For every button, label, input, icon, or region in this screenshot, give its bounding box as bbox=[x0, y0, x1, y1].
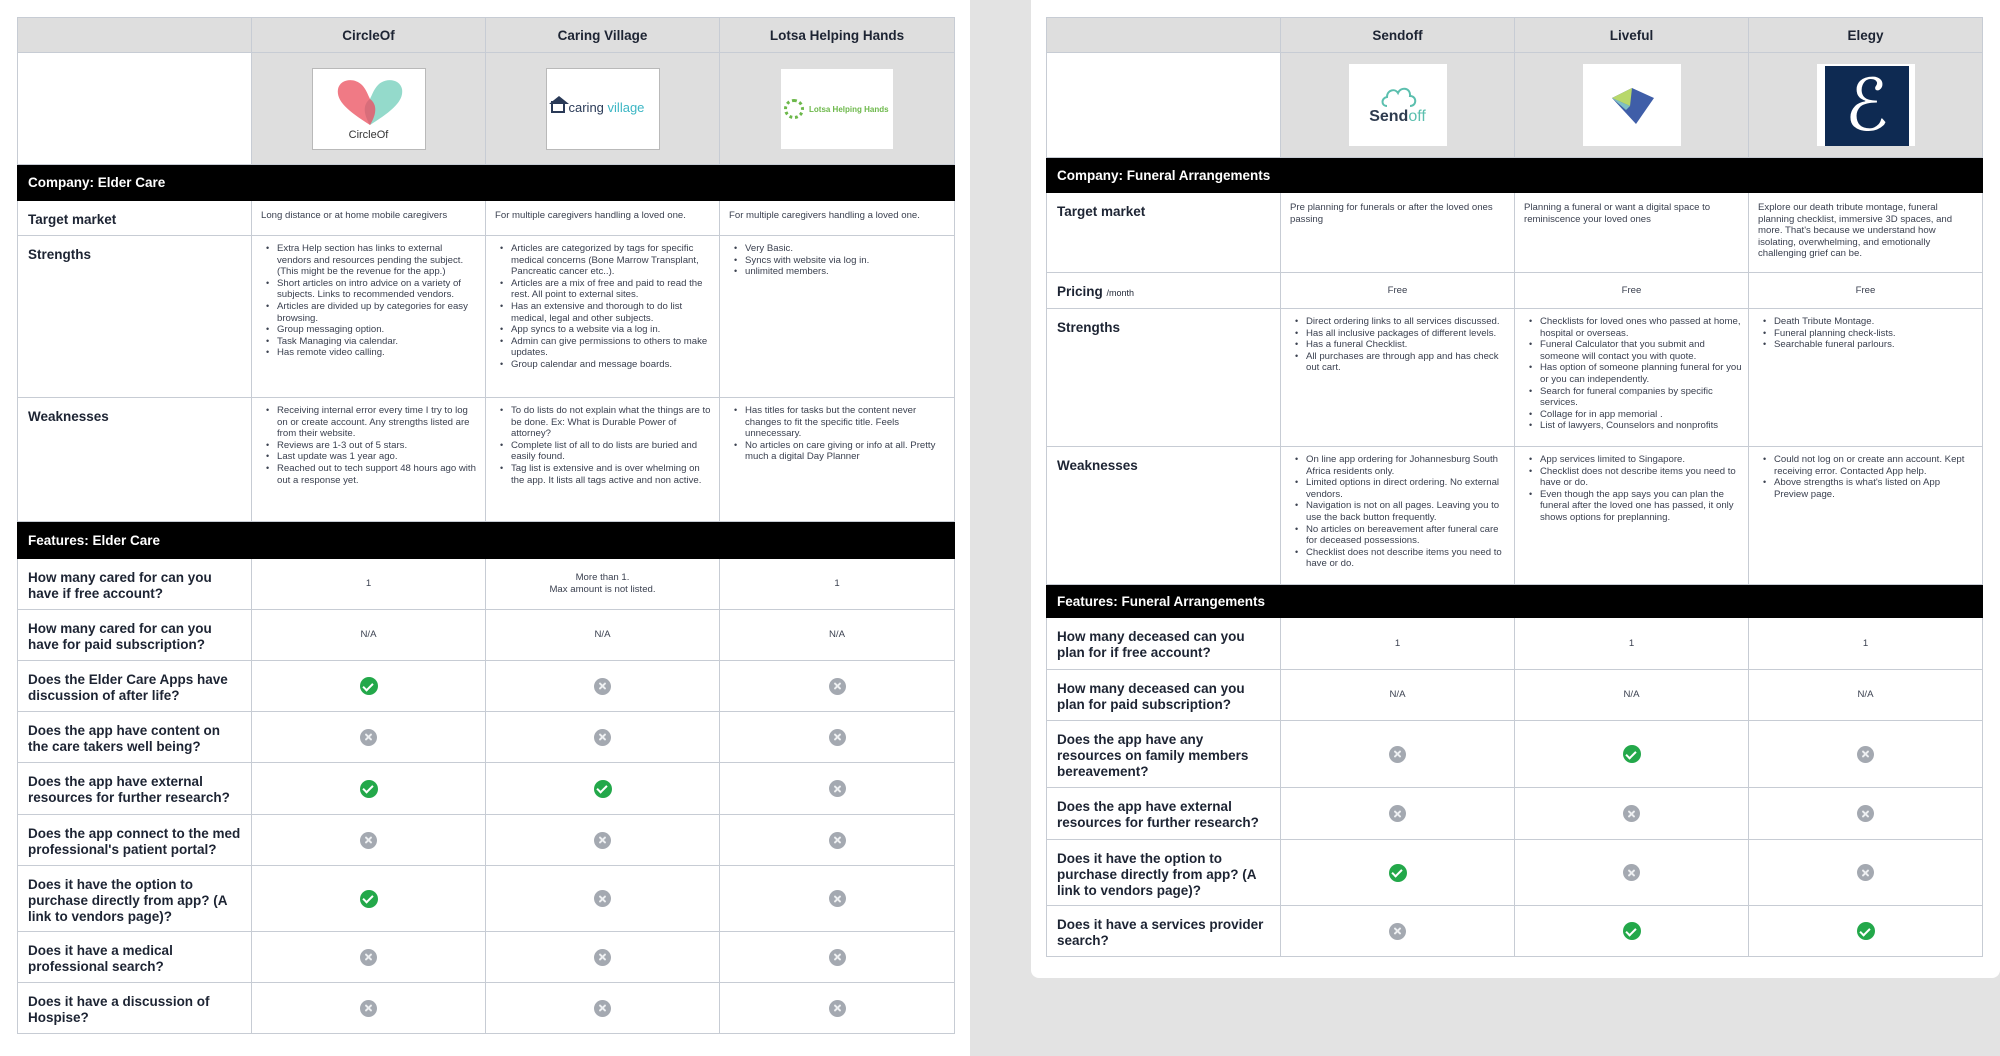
feature-value-cell: 1 bbox=[1749, 618, 1983, 670]
bullet-item: • App services limited to Singapore. bbox=[1529, 454, 1742, 466]
weaknesses-sendoff bbox=[1281, 447, 1515, 585]
bullet-list bbox=[252, 398, 485, 492]
feature-status-cell bbox=[1515, 840, 1749, 906]
feature-label: Does it have a medical professional search? bbox=[18, 932, 252, 983]
feature-label: How many deceased can you plan for paid subscription? bbox=[1047, 670, 1281, 721]
sendoff-logo-off: off bbox=[1408, 108, 1426, 125]
feature-status-cell bbox=[486, 763, 720, 815]
bullet-list bbox=[486, 236, 719, 377]
feature-row bbox=[18, 559, 955, 610]
feature-label: Does it have the option to purchase directly from app? (A link to vendors page)? bbox=[18, 866, 252, 932]
feature-row bbox=[1047, 906, 1983, 957]
feature-status-cell bbox=[720, 866, 955, 932]
logo-cell-liveful bbox=[1515, 53, 1749, 158]
feature-value-cell: 1 bbox=[720, 559, 955, 610]
caring-village-logo bbox=[546, 68, 660, 150]
target-market-caring-village: For multiple caregivers handling a loved one. bbox=[486, 201, 720, 236]
row-label-pricing bbox=[1047, 273, 1281, 309]
feature-row bbox=[18, 610, 955, 661]
cross-icon bbox=[594, 729, 611, 746]
feature-label: Does the app have external resources for further research? bbox=[18, 763, 252, 815]
feature-label: Does it have the option to purchase directly from app? (A link to vendors page)? bbox=[1047, 840, 1281, 906]
cross-icon bbox=[1389, 805, 1406, 822]
bullet-item: • Collage for in app memorial . bbox=[1529, 409, 1742, 421]
bullet-item: • Articles are a mix of free and paid to read the rest. All point to external sites. bbox=[500, 278, 713, 301]
feature-value-cell: N/A bbox=[486, 610, 720, 661]
pricing-sendoff: Free bbox=[1281, 273, 1515, 309]
logo-row-label bbox=[18, 53, 252, 165]
feature-row bbox=[1047, 670, 1983, 721]
pricing-unit: /month bbox=[1106, 288, 1135, 298]
feature-status-cell bbox=[720, 932, 955, 983]
target-market-circleof: Long distance or at home mobile caregivers bbox=[252, 201, 486, 236]
lotsa-circle-icon bbox=[784, 99, 804, 119]
bullet-list bbox=[1749, 447, 1982, 506]
cross-icon bbox=[1623, 864, 1640, 881]
target-market-liveful: Planning a funeral or want a digital space to reminiscence your loved ones bbox=[1515, 193, 1749, 273]
liveful-diamond-icon bbox=[1608, 84, 1658, 128]
cross-icon bbox=[594, 890, 611, 907]
bullet-item: • Has an extensive and thorough to do list medical, legal and other subjects. bbox=[500, 301, 713, 324]
heart-logo-icon bbox=[328, 75, 412, 129]
bullet-item: • Funeral Calculator that you submit and someone will contact you with quote. bbox=[1529, 339, 1742, 362]
weaknesses-caring-village bbox=[486, 398, 720, 522]
feature-status-cell bbox=[1749, 840, 1983, 906]
caring-village-logo-village: village bbox=[607, 99, 645, 115]
feature-status-cell bbox=[252, 815, 486, 866]
bullet-item: • Articles are categorized by tags for specific medical concerns (Bone Marrow Transplant, Pancreatic cancer etc..). bbox=[500, 243, 713, 278]
feature-status-cell bbox=[720, 712, 955, 763]
feature-status-cell bbox=[1515, 721, 1749, 788]
bullet-item: • Search for funeral companies by specific services. bbox=[1529, 386, 1742, 409]
bullet-list bbox=[720, 398, 954, 469]
check-icon bbox=[594, 780, 612, 798]
bullet-item: • App syncs to a website via a log in. bbox=[500, 324, 713, 336]
column-header-circleof: CircleOf bbox=[252, 18, 486, 53]
elder-care-card bbox=[0, 0, 970, 1056]
feature-value-cell: N/A bbox=[720, 610, 955, 661]
cross-icon bbox=[829, 832, 846, 849]
sendoff-cloud-icon bbox=[1379, 82, 1419, 110]
bullet-list bbox=[486, 398, 719, 492]
bullet-item: • Articles are divided up by categories for easy browsing. bbox=[266, 301, 479, 324]
strengths-circleof bbox=[252, 236, 486, 398]
logo-cell-caring-village bbox=[486, 53, 720, 165]
row-label-weaknesses: Weaknesses bbox=[18, 398, 252, 522]
bullet-item: • Checklist does not describe items you need to have or do. bbox=[1529, 466, 1742, 489]
caring-village-logo-caring: caring bbox=[568, 99, 604, 115]
weaknesses-circleof bbox=[252, 398, 486, 522]
weaknesses-elegy bbox=[1749, 447, 1983, 585]
bullet-item: • Has a funeral Checklist. bbox=[1295, 339, 1508, 351]
cross-icon bbox=[829, 678, 846, 695]
logo-cell-sendoff bbox=[1281, 53, 1515, 158]
feature-value-cell: 1 bbox=[1515, 618, 1749, 670]
column-header-liveful: Liveful bbox=[1515, 18, 1749, 53]
bullet-item: • Funeral planning check-lists. bbox=[1763, 328, 1976, 340]
strengths-liveful bbox=[1515, 309, 1749, 447]
feature-status-cell bbox=[720, 763, 955, 815]
lotsa-logo bbox=[780, 68, 894, 150]
bullet-item: • Receiving internal error every time I try to log on or create account. Any strengths listed are from their website. bbox=[266, 405, 479, 440]
strengths-sendoff bbox=[1281, 309, 1515, 447]
feature-row bbox=[18, 661, 955, 712]
feature-row bbox=[18, 763, 955, 815]
feature-label: How many deceased can you plan for if free account? bbox=[1047, 618, 1281, 670]
feature-label: How many cared for can you have if free account? bbox=[18, 559, 252, 610]
bullet-item: • Has option of someone planning funeral for you or you can independently. bbox=[1529, 362, 1742, 385]
bullet-item: • All purchases are through app and has check out cart. bbox=[1295, 351, 1508, 374]
cross-icon bbox=[1857, 746, 1874, 763]
feature-status-cell bbox=[252, 763, 486, 815]
cross-icon bbox=[594, 832, 611, 849]
row-label-strengths: Strengths bbox=[1047, 309, 1281, 447]
feature-status-cell bbox=[486, 712, 720, 763]
feature-value-cell: N/A bbox=[1281, 670, 1515, 721]
feature-row bbox=[18, 983, 955, 1034]
cross-icon bbox=[594, 678, 611, 695]
cross-icon bbox=[360, 832, 377, 849]
cross-icon bbox=[1857, 864, 1874, 881]
feature-status-cell bbox=[252, 712, 486, 763]
feature-status-cell bbox=[1749, 788, 1983, 840]
cross-icon bbox=[829, 890, 846, 907]
bullet-list bbox=[1515, 447, 1748, 530]
cross-icon bbox=[360, 949, 377, 966]
check-icon bbox=[360, 780, 378, 798]
bullet-item: • No articles on care giving or info at all. Pretty much a digital Day Planner bbox=[734, 440, 948, 463]
cross-icon bbox=[829, 949, 846, 966]
bullet-item: • Limited options in direct ordering. No external vendors. bbox=[1295, 477, 1508, 500]
column-header-caring-village: Caring Village bbox=[486, 18, 720, 53]
row-label-strengths: Strengths bbox=[18, 236, 252, 398]
feature-row bbox=[18, 815, 955, 866]
bullet-list bbox=[1281, 447, 1514, 576]
circleof-logo-text: CircleOf bbox=[348, 128, 389, 141]
cross-icon bbox=[360, 729, 377, 746]
check-icon bbox=[1857, 922, 1875, 940]
feature-status-cell bbox=[1515, 906, 1749, 957]
feature-status-cell bbox=[1281, 840, 1515, 906]
feature-value-cell: N/A bbox=[1515, 670, 1749, 721]
feature-value-cell: N/A bbox=[252, 610, 486, 661]
bullet-item: • Last update was 1 year ago. bbox=[266, 451, 479, 463]
section-features-elder-care: Features: Elder Care bbox=[18, 522, 955, 559]
feature-status-cell bbox=[486, 661, 720, 712]
bullet-item: • Navigation is not on all pages. Leaving you to use the back button frequently. bbox=[1295, 500, 1508, 523]
feature-status-cell bbox=[720, 661, 955, 712]
bullet-item: • Extra Help section has links to external vendors and resources pending the subject. (This might be the revenue for the app.) bbox=[266, 243, 479, 278]
check-icon bbox=[360, 677, 378, 695]
feature-status-cell bbox=[486, 983, 720, 1034]
feature-row bbox=[1047, 788, 1983, 840]
lotsa-logo-text: Lotsa Helping Hands bbox=[809, 104, 889, 114]
strengths-lotsa bbox=[720, 236, 955, 398]
row-label-target-market: Target market bbox=[18, 201, 252, 236]
target-market-elegy: Explore our death tribute montage, funeral planning checklist, immersive 3D spaces, and more. That's because we understand how isolating, overwhelming, and emotionally challenging grief can be. bbox=[1749, 193, 1983, 273]
cross-icon bbox=[1389, 923, 1406, 940]
cross-icon bbox=[829, 1000, 846, 1017]
liveful-logo bbox=[1582, 63, 1682, 147]
bullet-item: • Syncs with website via log in. bbox=[734, 255, 948, 267]
bullet-item: • Could not log on or create ann account. Kept receiving error. Contacted App help. bbox=[1763, 454, 1976, 477]
bullet-item: • Checklists for loved ones who passed at home, hospital or overseas. bbox=[1529, 316, 1742, 339]
corner-cell bbox=[1047, 18, 1281, 53]
feature-status-cell bbox=[720, 815, 955, 866]
bullet-item: • Reached out to tech support 48 hours ago with out a response yet. bbox=[266, 463, 479, 486]
bullet-item: • Reviews are 1-3 out of 5 stars. bbox=[266, 440, 479, 452]
bullet-item: • Direct ordering links to all services discussed. bbox=[1295, 316, 1508, 328]
feature-status-cell bbox=[486, 815, 720, 866]
feature-label: Does the app have content on the care takers well being? bbox=[18, 712, 252, 763]
feature-value-cell: More than 1. Max amount is not listed. bbox=[486, 559, 720, 610]
feature-status-cell bbox=[486, 932, 720, 983]
pricing-elegy: Free bbox=[1749, 273, 1983, 309]
bullet-item: • Searchable funeral parlours. bbox=[1763, 339, 1976, 351]
feature-status-cell bbox=[252, 866, 486, 932]
feature-status-cell bbox=[252, 661, 486, 712]
weaknesses-liveful bbox=[1515, 447, 1749, 585]
bullet-item: • Even though the app says you can plan the funeral after the loved one has passed, it only shows options for preplanning. bbox=[1529, 489, 1742, 524]
feature-label: How many cared for can you have for paid subscription? bbox=[18, 610, 252, 661]
logo-cell-circleof bbox=[252, 53, 486, 165]
feature-label: Does the app have external resources for further research? bbox=[1047, 788, 1281, 840]
bullet-item: • List of lawyers, Counselors and nonprofits bbox=[1529, 420, 1742, 432]
column-header-sendoff: Sendoff bbox=[1281, 18, 1515, 53]
row-label-weaknesses: Weaknesses bbox=[1047, 447, 1281, 585]
circleof-logo bbox=[312, 68, 426, 150]
feature-value-cell: 1 bbox=[252, 559, 486, 610]
bullet-item: • Group messaging option. bbox=[266, 324, 479, 336]
feature-status-cell bbox=[252, 983, 486, 1034]
feature-value-cell: N/A bbox=[1749, 670, 1983, 721]
column-header-lotsa-helping-hands: Lotsa Helping Hands bbox=[720, 18, 955, 53]
bullet-item: • Death Tribute Montage. bbox=[1763, 316, 1976, 328]
feature-row bbox=[1047, 721, 1983, 788]
bullet-item: • Above strengths is what's listed on App Preview page. bbox=[1763, 477, 1976, 500]
sendoff-logo-send: Send bbox=[1369, 108, 1409, 125]
logo-row-label bbox=[1047, 53, 1281, 158]
section-company-elder-care: Company: Elder Care bbox=[18, 165, 955, 201]
check-icon bbox=[1623, 922, 1641, 940]
bullet-list bbox=[1515, 309, 1748, 438]
feature-label: Does it have a services provider search? bbox=[1047, 906, 1281, 957]
feature-row bbox=[18, 866, 955, 932]
row-label-target-market: Target market bbox=[1047, 193, 1281, 273]
elder-care-comparison-table bbox=[17, 17, 955, 1034]
bullet-list bbox=[720, 236, 954, 284]
bullet-item: • Group calendar and message boards. bbox=[500, 359, 713, 371]
cross-icon bbox=[829, 729, 846, 746]
feature-row bbox=[1047, 618, 1983, 670]
weaknesses-lotsa bbox=[720, 398, 955, 522]
feature-label: Does the app connect to the med professional's patient portal? bbox=[18, 815, 252, 866]
check-icon bbox=[1389, 864, 1407, 882]
cross-icon bbox=[1623, 805, 1640, 822]
feature-row bbox=[18, 712, 955, 763]
column-header-elegy: Elegy bbox=[1749, 18, 1983, 53]
feature-status-cell bbox=[720, 983, 955, 1034]
cross-icon bbox=[1389, 746, 1406, 763]
pricing-liveful: Free bbox=[1515, 273, 1749, 309]
feature-status-cell bbox=[486, 866, 720, 932]
bullet-item: • Checklist does not describe items you need to have or do. bbox=[1295, 547, 1508, 570]
feature-label: Does the app have any resources on family members bereavement? bbox=[1047, 721, 1281, 788]
bullet-item: • Very Basic. bbox=[734, 243, 948, 255]
bullet-list bbox=[1749, 309, 1982, 357]
bullet-item: • On line app ordering for Johannesburg South Africa residents only. bbox=[1295, 454, 1508, 477]
strengths-elegy bbox=[1749, 309, 1983, 447]
feature-status-cell bbox=[1515, 788, 1749, 840]
target-market-sendoff: Pre planning for funerals or after the loved ones passing bbox=[1281, 193, 1515, 273]
feature-label: Does it have a discussion of Hospise? bbox=[18, 983, 252, 1034]
feature-status-cell bbox=[1281, 788, 1515, 840]
bullet-list bbox=[252, 236, 485, 365]
cross-icon bbox=[594, 1000, 611, 1017]
bullet-item: • Has remote video calling. bbox=[266, 347, 479, 359]
elegy-logo bbox=[1816, 63, 1916, 147]
bullet-item: • Complete list of all to do lists are buried and easily found. bbox=[500, 440, 713, 463]
feature-status-cell bbox=[1749, 906, 1983, 957]
feature-status-cell bbox=[1281, 721, 1515, 788]
bullet-item: • Has titles for tasks but the content never changes to fit the specific title. Feels unnecessary. bbox=[734, 405, 948, 440]
feature-status-cell bbox=[252, 932, 486, 983]
bullet-item: • To do lists do not explain what the things are to be done. Ex: What is Durable Power of attorney? bbox=[500, 405, 713, 440]
logo-cell-lotsa bbox=[720, 53, 955, 165]
bullet-item: • Task Managing via calendar. bbox=[266, 336, 479, 348]
section-features-funeral: Features: Funeral Arrangements bbox=[1047, 585, 1983, 618]
feature-label: Does the Elder Care Apps have discussion of after life? bbox=[18, 661, 252, 712]
feature-value-cell: 1 bbox=[1281, 618, 1515, 670]
bullet-item: • Short articles on intro advice on a variety of subjects. Links to recommended vendors. bbox=[266, 278, 479, 301]
funeral-comparison-table bbox=[1046, 17, 1983, 957]
cross-icon bbox=[1857, 805, 1874, 822]
sendoff-logo bbox=[1348, 63, 1448, 147]
cross-icon bbox=[594, 949, 611, 966]
bullet-item: • unlimited members. bbox=[734, 266, 948, 278]
cross-icon bbox=[360, 1000, 377, 1017]
strengths-caring-village bbox=[486, 236, 720, 398]
target-market-lotsa: For multiple caregivers handling a loved one. bbox=[720, 201, 955, 236]
bullet-list bbox=[1281, 309, 1514, 380]
section-company-funeral: Company: Funeral Arrangements bbox=[1047, 158, 1983, 193]
check-icon bbox=[1623, 745, 1641, 763]
feature-status-cell bbox=[1281, 906, 1515, 957]
bullet-item: • Admin can give permissions to others to make updates. bbox=[500, 336, 713, 359]
feature-row bbox=[1047, 840, 1983, 906]
pricing-label: Pricing bbox=[1057, 284, 1103, 299]
feature-status-cell bbox=[1749, 721, 1983, 788]
feature-row bbox=[18, 932, 955, 983]
cross-icon bbox=[829, 780, 846, 797]
elegy-e-icon: ℰ bbox=[1825, 66, 1909, 146]
logo-cell-elegy bbox=[1749, 53, 1983, 158]
bullet-item: • Has all inclusive packages of different levels. bbox=[1295, 328, 1508, 340]
corner-cell bbox=[18, 18, 252, 53]
funeral-card bbox=[1031, 0, 2000, 978]
bullet-item: • Tag list is extensive and is over whelming on the app. It lists all tags active and non active. bbox=[500, 463, 713, 486]
bullet-item: • No articles on bereavement after funeral care for deceased possessions. bbox=[1295, 524, 1508, 547]
check-icon bbox=[360, 890, 378, 908]
